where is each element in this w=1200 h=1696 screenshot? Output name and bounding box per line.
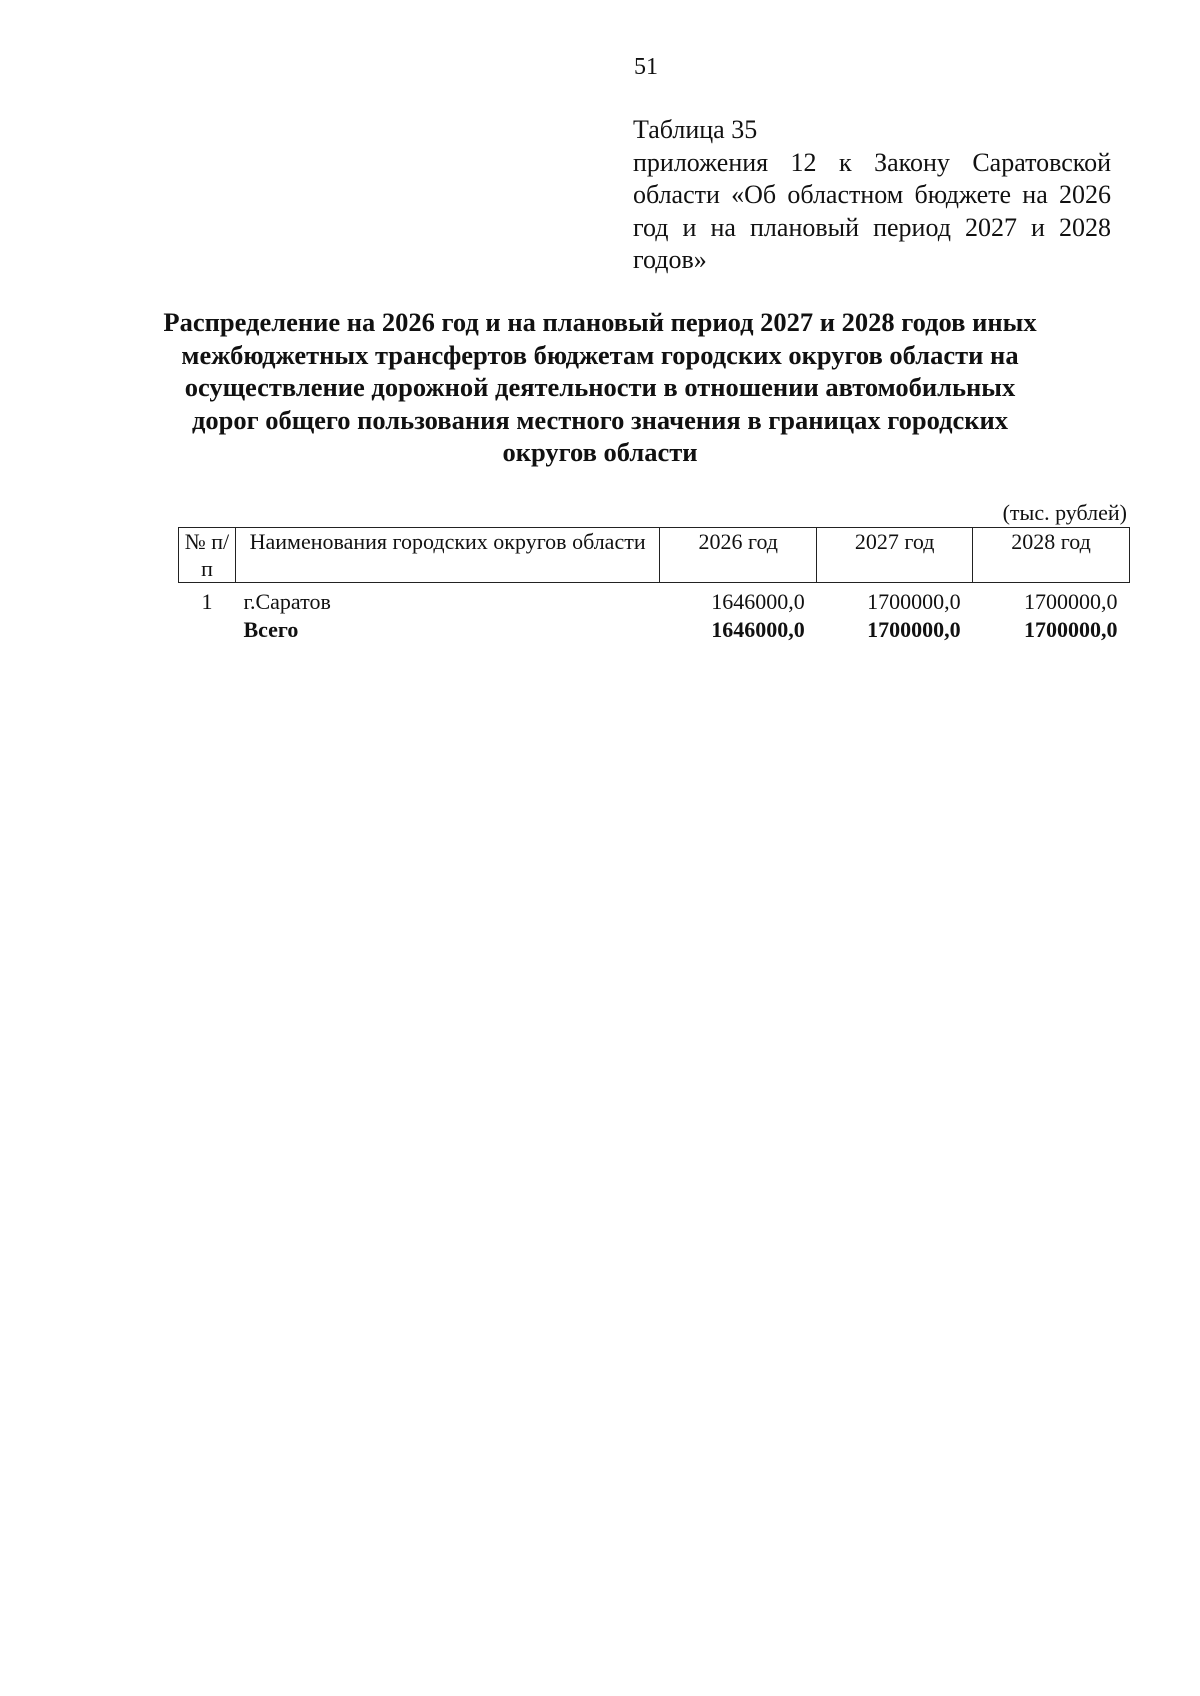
total-2027: 1700000,0	[867, 617, 961, 642]
header-2028: 2028 год	[973, 528, 1130, 583]
total-2028: 1700000,0	[1024, 617, 1118, 642]
value-2026: 1646000,0	[711, 589, 805, 614]
total-number-cell	[179, 616, 236, 649]
district-name: г.Саратов	[243, 589, 331, 614]
header-2026: 2026 год	[660, 528, 817, 583]
table-total-row	[179, 616, 1130, 649]
appendix-reference-block	[633, 114, 1111, 277]
value-2027: 1700000,0	[867, 589, 961, 614]
page-number: 51	[634, 54, 658, 80]
header-name: Наименования городских округов области	[235, 528, 659, 583]
header-2027: 2027 год	[817, 528, 973, 583]
document-title: Распределение на 2026 год и на плановый период 2027 и 2028 годов иных межбюджетных трансфертов бюджетам городских округов области на осуществление дорожной деятельности в отношении автомобильных дорог общего пользования местного значения в границах городских округов области	[163, 307, 1037, 467]
header-num: № п/п	[179, 528, 236, 583]
table-caption: Таблица 35	[633, 115, 758, 144]
law-reference: приложения 12 к Закону Саратовской области «Об областном бюджете на 2026 год и на плановый период 2027 и 2028 годов»	[633, 147, 1111, 274]
transfers-table	[178, 527, 1130, 649]
total-2026: 1646000,0	[711, 617, 805, 642]
units-label: (тыс. рублей)	[1002, 500, 1127, 525]
table-row	[179, 583, 1130, 617]
total-label: Всего	[243, 617, 299, 642]
value-2028: 1700000,0	[1024, 589, 1118, 614]
row-number: 1	[201, 589, 213, 614]
table-header-row	[179, 528, 1130, 583]
